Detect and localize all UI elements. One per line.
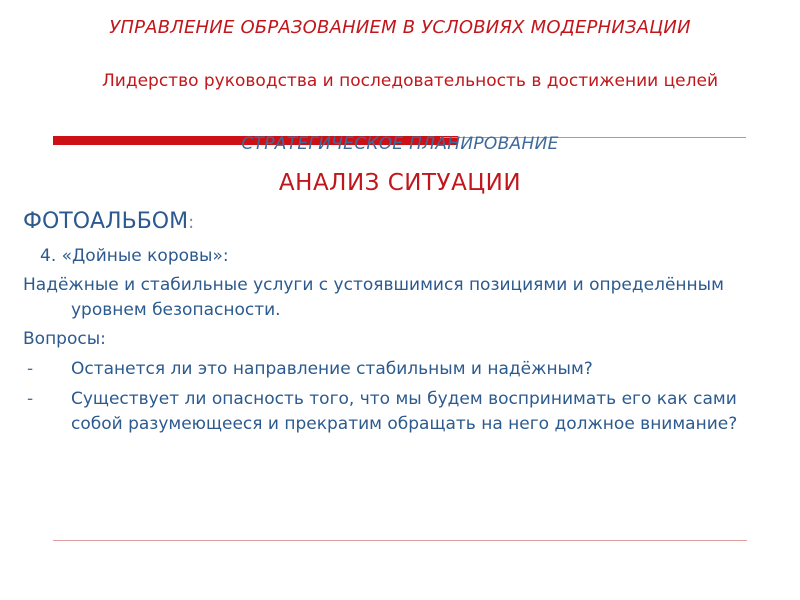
slide-header-title: УПРАВЛЕНИЕ ОБРАЗОВАНИЕМ В УСЛОВИЯХ МОДЕРНИЗАЦИИ (109, 17, 691, 38)
questions-label: Вопросы: (23, 329, 106, 349)
question-text: Останется ли это направление стабильным и надёжным? (71, 359, 593, 379)
question-item (23, 357, 783, 382)
slide-body (23, 205, 783, 437)
bullet-dash: - (27, 389, 34, 409)
photo-album-label: ФОТОАЛЬБОМ (23, 209, 189, 234)
slide-subtitle: Лидерство руководства и последовательность в достижении целей (101, 71, 719, 91)
photo-album-heading (23, 205, 783, 240)
item-four-label: 4. «Дойные коровы»: (40, 246, 229, 266)
bottom-divider-line (53, 540, 747, 541)
analysis-heading: АНАЛИЗ СИТУАЦИИ (278, 170, 522, 196)
bullet-dash: - (27, 359, 34, 379)
description-paragraph: Надёжные и стабильные услуги с устоявшимися позициями и определённым уровнем безопасности. (23, 275, 724, 320)
strategic-planning-label: СТРАТЕГИЧЕСКОЕ ПЛАНИРОВАНИЕ (241, 134, 559, 154)
photo-album-colon: : (188, 212, 195, 233)
question-text: Существует ли опасность того, что мы будем воспринимать его как сами собой разумеющееся и прекратим обращать на него должное внимание? (71, 389, 738, 434)
question-item (23, 387, 783, 437)
